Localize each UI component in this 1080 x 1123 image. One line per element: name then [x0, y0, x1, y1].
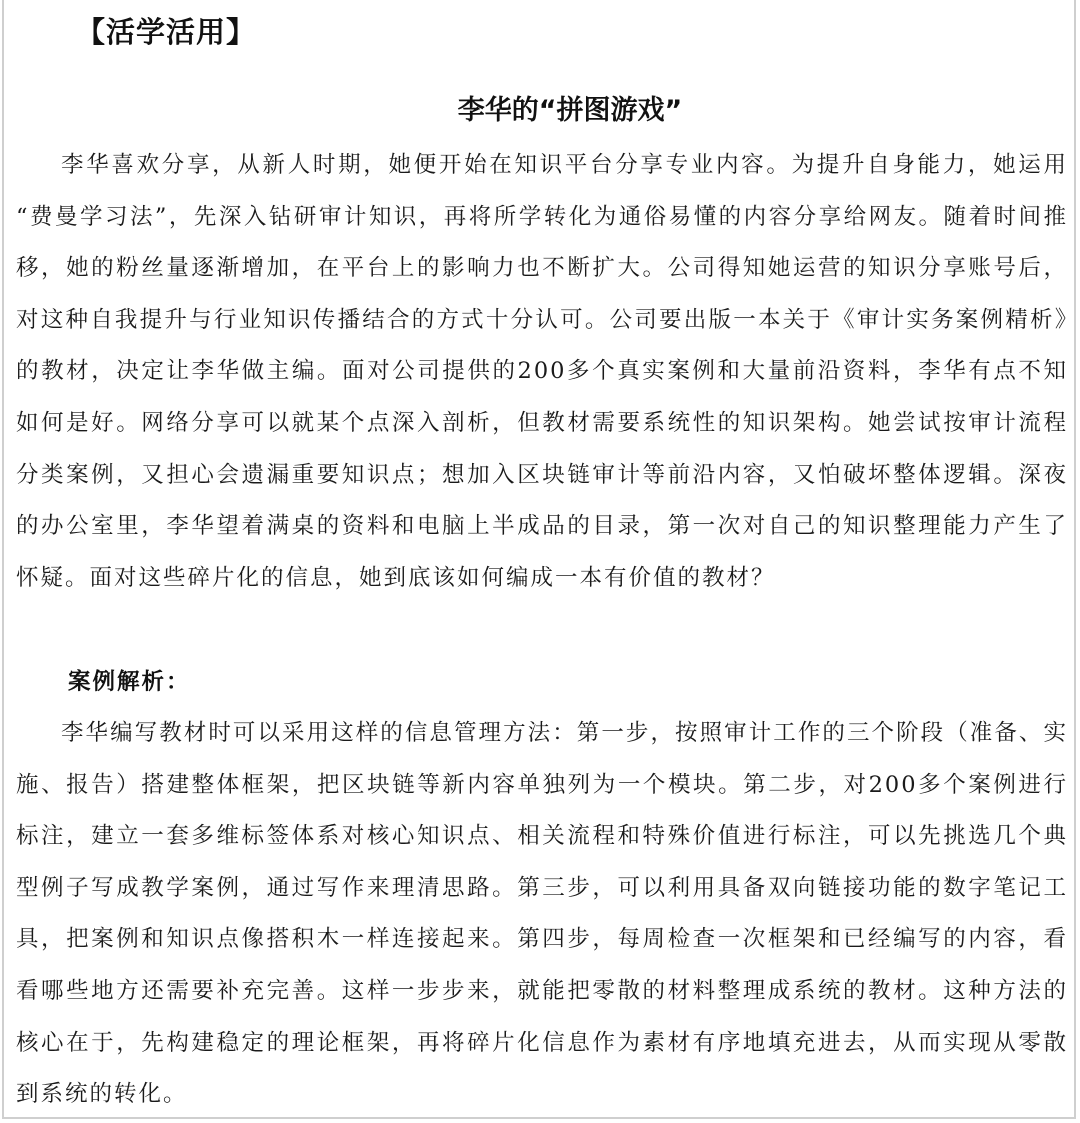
analysis-paragraph: 李华编写教材时可以采用这样的信息管理方法：第一步，按照审计工作的三个阶段（准备、实施、报告）搭建整体框架，把区块链等新内容单独列为一个模块。第二步，对200多个案例进行标注，建立一套多维标签体系对核心知识点、相关流程和特殊价值进行标注，可以先挑选几个典型例子写成教学案例，通过写作来理清思路。第三步，可以利用具备双向链接功能的数字笔记工具，把案例和知识点像搭积木一样连接起来。第四步，每周检查一次框架和已经编写的内容，看看哪些地方还需要补充完善。这样一步步来，就能把零散的材料整理成系统的教材。这种方法的核心在于，先构建稳定的理论框架，再将碎片化信息作为素材有序地填充进去，从而实现从零散到系统的转化。 — [16, 720, 1068, 1108]
article-title: 李华的“拼图游戏” — [457, 95, 683, 126]
section-tag: 【活学活用】 — [76, 15, 257, 49]
analysis-heading: 案例解析： — [68, 669, 191, 695]
case-paragraph: 李华喜欢分享，从新人时期，她便开始在知识平台分享专业内容。为提升自身能力，她运用 “费曼学习法”，先深入钻研审计知识，再将所学转化为通俗易懂的内容分享给网友。随着时间推移，她的粉丝量逐渐增加，在平台上的影响力也不断扩大。公司得知她运营的知识分享账号后，对这种自我提升与行业知识传播结合的方式十分认可。公司要出版一本关于《审计实务案例精析》的教材，决定让李华做主编。面对公司提供的200多个真实案例和大量前沿资料，李华有点不知如何是好。网络分享可以就某个点深入剖析，但教材需要系统性的知识架构。她尝试按审计流程分类案例，又担心会遗漏重要知识点；想加入区块链审计等前沿内容，又怕破坏整体逻辑。深夜的办公室里，李华望着满桌的资料和电脑上半成品的目录，第一次对自己的知识整理能力产生了怀疑。面对这些碎片化的信息，她到底该如何编成一本有价值的教材？ — [16, 152, 1068, 591]
